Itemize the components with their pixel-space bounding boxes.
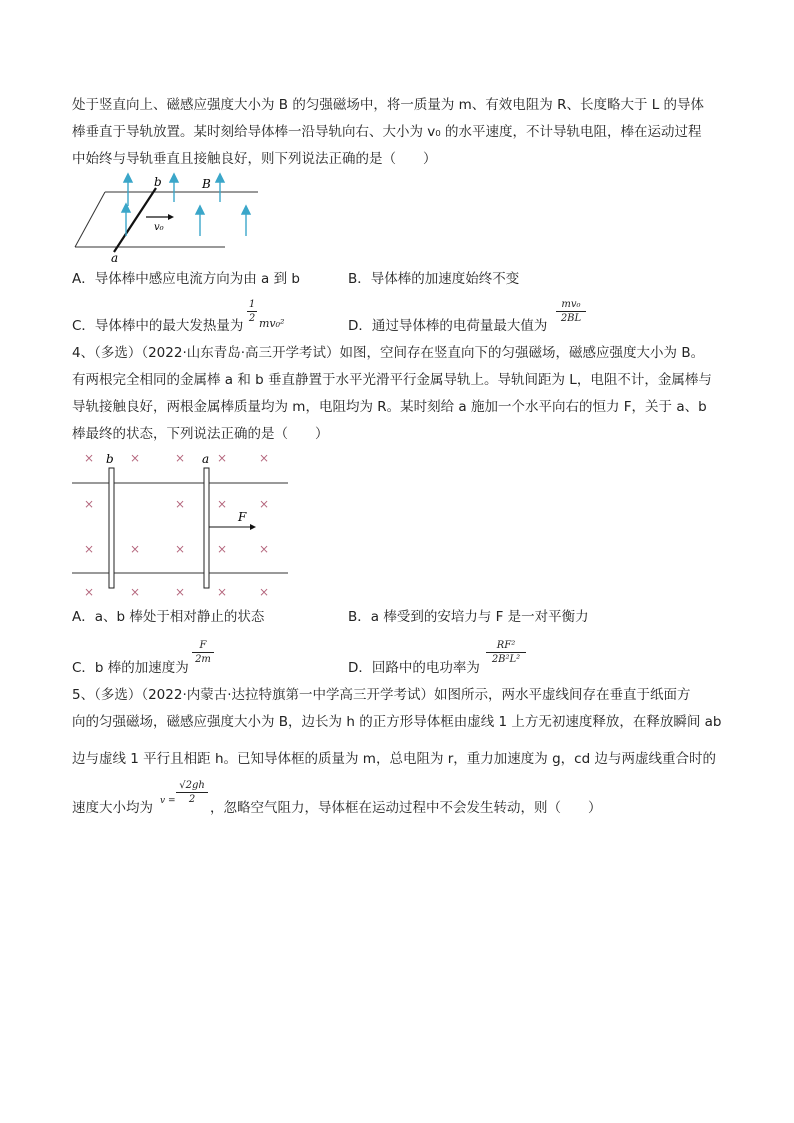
q3-stem-line-3: 中始终与导轨垂直且接触良好，则下列说法正确的是（ ） bbox=[72, 151, 437, 167]
svg-text:×: × bbox=[83, 542, 95, 556]
q5-velocity-fraction bbox=[176, 780, 208, 805]
q4-stem-line-2: 有两根完全相同的金属棒 a 和 b 垂直静置于水平光滑平行金属导轨上。导轨间距为 L，电阻不计，金属棒与 bbox=[72, 372, 712, 388]
q3-option-d: D．通过导体棒的电荷量最大值为 bbox=[348, 318, 548, 334]
svg-text:×: × bbox=[129, 451, 141, 465]
svg-text:×: × bbox=[174, 585, 186, 598]
svg-text:×: × bbox=[216, 497, 228, 511]
q3-label-a: a bbox=[111, 251, 119, 264]
q4-option-a: A．a、b 棒处于相对静止的状态 bbox=[72, 609, 265, 625]
svg-text:×: × bbox=[129, 542, 141, 556]
q3-option-c-fraction bbox=[247, 299, 257, 324]
q4-stem-line-3: 导轨接触良好，两根金属棒质量均为 m，电阻均为 R。某时刻给 a 施加一个水平向右的恒力 F，关于 a、b bbox=[72, 399, 707, 415]
q3-stem-line-2: 棒垂直于导轨放置。某时刻给导体棒一沿导轨向右、大小为 v₀ 的水平速度，不计导轨电阻，棒在运动过程 bbox=[72, 124, 702, 140]
q4-stem-line-1: 4、（多选）（2022·山东青岛·高三开学考试）如图，空间存在竖直向下的匀强磁场，磁感应强度大小为 B。 bbox=[72, 345, 705, 361]
svg-text:×: × bbox=[83, 497, 95, 511]
q5-v-lhs: v = bbox=[160, 796, 176, 806]
q4-stem-line-4: 棒最终的状态，下列说法正确的是（ ） bbox=[72, 426, 329, 442]
q3-option-c: C．导体棒中的最大发热量为 bbox=[72, 318, 244, 334]
q3-label-v0: v₀ bbox=[154, 222, 164, 233]
q5-v-num: √2gh bbox=[179, 780, 205, 791]
q3-option-a: A．导体棒中感应电流方向为由 a 到 b bbox=[72, 271, 300, 287]
q5-stem-line-4: 速度大小均为 bbox=[72, 800, 153, 816]
q3-c-den: 2 bbox=[248, 313, 256, 324]
svg-text:×: × bbox=[216, 451, 228, 465]
q4-c-num: F bbox=[199, 640, 207, 651]
q3-option-b: B．导体棒的加速度始终不变 bbox=[348, 271, 520, 287]
svg-text:×: × bbox=[129, 585, 141, 598]
q3-option-d-fraction bbox=[556, 299, 586, 324]
q3-stem-line-1: 处于竖直向上、磁感应强度大小为 B 的匀强磁场中，将一质量为 m、有效电阻为 R、长度略大于 L 的导体 bbox=[72, 97, 705, 113]
svg-text:×: × bbox=[174, 497, 186, 511]
q3-d-num: mv₀ bbox=[561, 299, 581, 310]
q4-figure bbox=[70, 448, 292, 598]
q3-d-den: 2BL bbox=[560, 313, 582, 324]
svg-text:×: × bbox=[174, 451, 186, 465]
q5-stem-line-3: 边与虚线 1 平行且相距 h。已知导体框的质量为 m，总电阻为 r，重力加速度为 g，cd 边与两虚线重合时的 bbox=[72, 751, 716, 767]
svg-text:×: × bbox=[258, 542, 270, 556]
q5-stem-line-4-tail: ，忽略空气阻力，导体框在运动过程中不会发生转动，则（ ） bbox=[210, 800, 602, 816]
q4-c-den: 2m bbox=[195, 654, 211, 665]
q5-stem-line-2: 向的匀强磁场，磁感应强度大小为 B，边长为 h 的正方形导体框由虚线 1 上方无初速度释放，在释放瞬间 ab bbox=[72, 714, 722, 730]
svg-text:×: × bbox=[216, 542, 228, 556]
q5-v-den: 2 bbox=[188, 794, 196, 805]
q4-option-d-fraction bbox=[486, 640, 526, 665]
q4-option-c-fraction bbox=[192, 640, 214, 665]
q3-option-c-tail: mv₀² bbox=[259, 317, 285, 330]
q4-option-b: B．a 棒受到的安培力与 F 是一对平衡力 bbox=[348, 609, 589, 625]
q5-stem-line-1: 5、（多选）（2022·内蒙古·达拉特旗第一中学高三开学考试）如图所示，两水平虚线间存在垂直于纸面方 bbox=[72, 687, 691, 703]
q4-d-num: RF² bbox=[496, 640, 516, 651]
q3-label-B: B bbox=[202, 177, 211, 191]
svg-text:×: × bbox=[174, 542, 186, 556]
svg-text:×: × bbox=[83, 451, 95, 465]
q4-d-den: 2B²L² bbox=[491, 654, 521, 665]
svg-text:×: × bbox=[258, 497, 270, 511]
q4-label-F: F bbox=[238, 510, 247, 524]
q3-c-num: 1 bbox=[248, 299, 256, 310]
q4-label-a: a bbox=[202, 452, 210, 466]
q4-label-b: b bbox=[106, 452, 114, 466]
svg-text:×: × bbox=[216, 585, 228, 598]
q3-figure-rails bbox=[70, 172, 270, 264]
q3-label-b: b bbox=[154, 175, 162, 189]
q4-option-c: C．b 棒的加速度为 bbox=[72, 660, 189, 676]
svg-text:×: × bbox=[258, 451, 270, 465]
svg-text:×: × bbox=[258, 585, 270, 598]
svg-text:×: × bbox=[83, 585, 95, 598]
q4-option-d: D．回路中的电功率为 bbox=[348, 660, 480, 676]
